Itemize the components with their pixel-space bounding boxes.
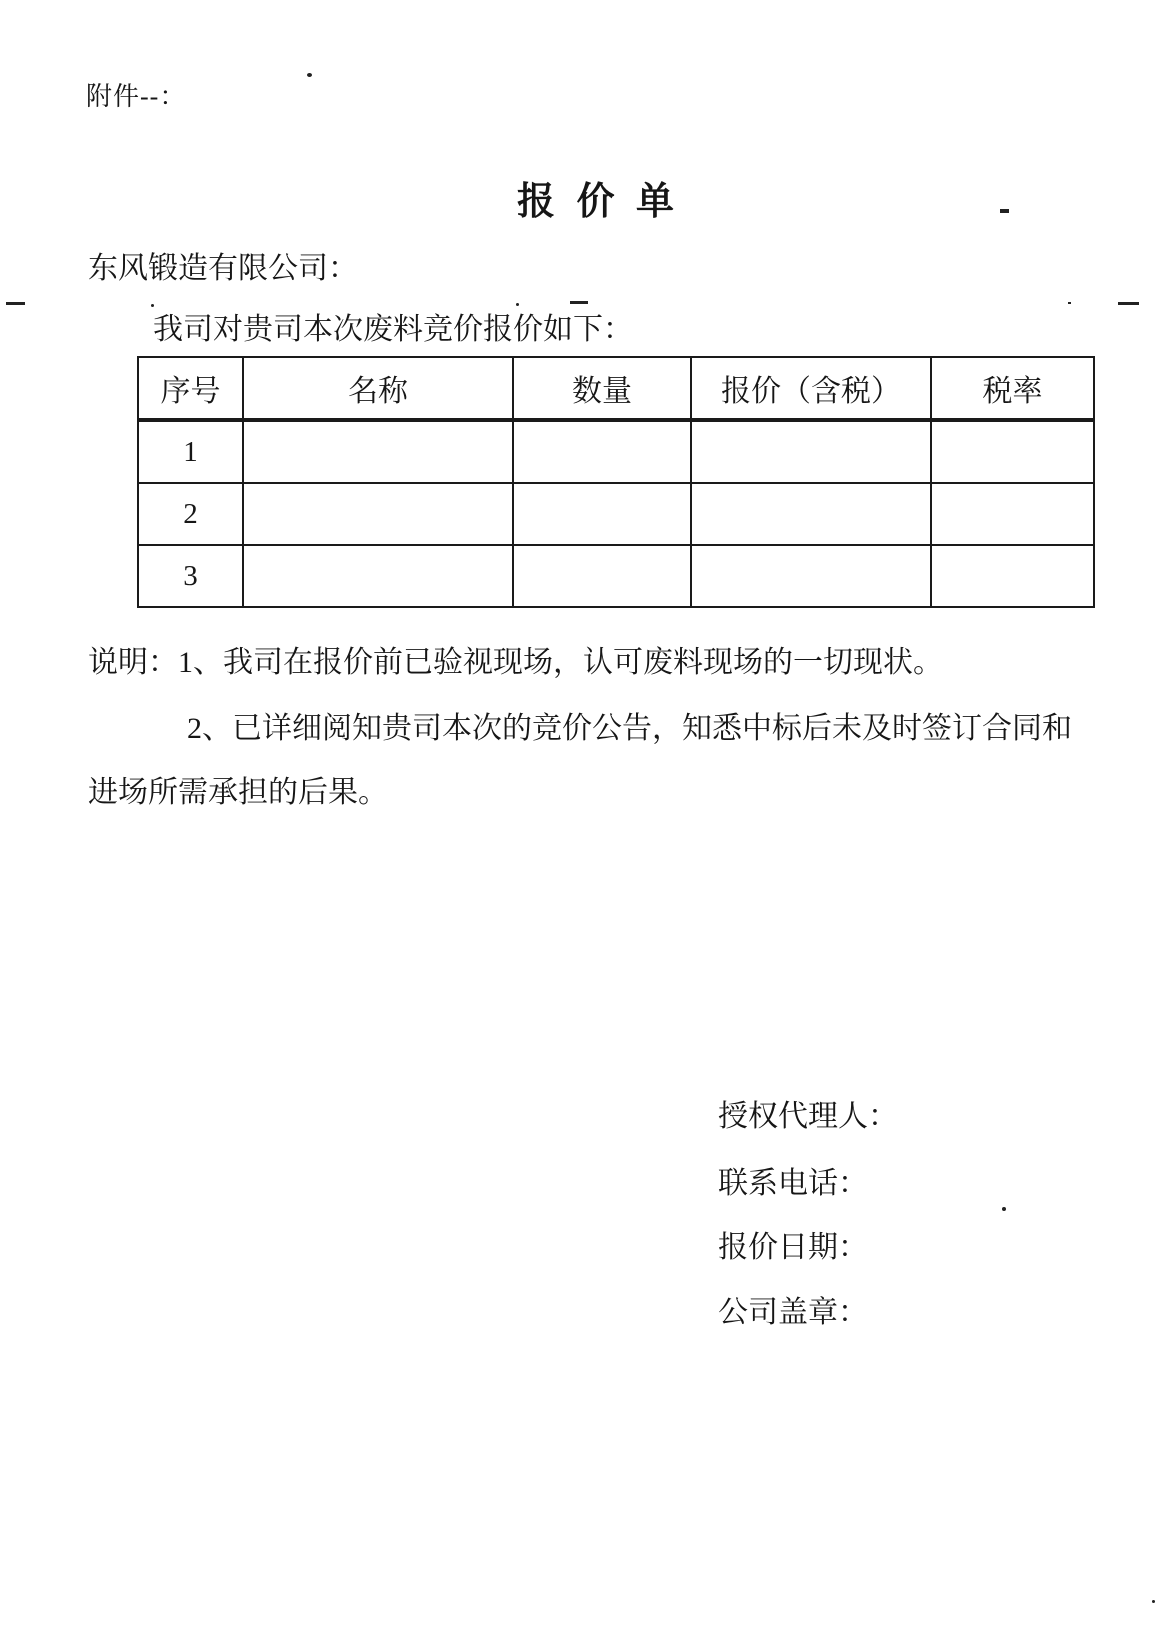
table-row (138, 483, 1094, 545)
intro-line: 我司对贵司本次废料竞价报价如下： (153, 313, 633, 346)
scan-artifact-dot (307, 73, 312, 77)
notes-line-2: 2、已详细阅知贵司本次的竞价公告，知悉中标后未及时签订合同和 (187, 712, 1072, 745)
tax-rate-cell (931, 483, 1094, 545)
table-header-row (138, 357, 1094, 420)
table-row (138, 545, 1094, 607)
tax-rate-cell (931, 545, 1094, 607)
notes-line-3: 进场所需承担的后果。 (88, 776, 388, 809)
col-header-serial-no: 序号 (138, 357, 243, 420)
col-header-price-with-tax: 报价（含税） (691, 357, 931, 420)
name-cell (243, 545, 513, 607)
quantity-cell (513, 483, 691, 545)
serial-no-cell: 3 (138, 545, 243, 607)
price-with-tax-cell (691, 483, 931, 545)
contact-phone-label: 联系电话： (718, 1167, 868, 1200)
notes-line-1: 说明：1、我司在报价前已验视现场，认可废料现场的一切现状。 (88, 646, 943, 679)
authorized-agent-label: 授权代理人： (718, 1100, 898, 1133)
scan-artifact-dot (1152, 1600, 1155, 1603)
quotation-date-label: 报价日期： (718, 1231, 868, 1264)
quantity-cell (513, 420, 691, 483)
scan-artifact-right-margin-dash (1118, 302, 1139, 305)
name-cell (243, 483, 513, 545)
scan-artifact-left-margin-dash (6, 302, 25, 305)
page-title: 报 价 单 (516, 181, 680, 223)
price-with-tax-cell (691, 545, 931, 607)
name-cell (243, 420, 513, 483)
col-header-tax-rate: 税率 (931, 357, 1094, 420)
scan-artifact-dot (1068, 302, 1071, 304)
table-row (138, 420, 1094, 483)
quotation-table (137, 356, 1095, 608)
attachment-label: 附件--： (86, 82, 187, 111)
company-seal-label: 公司盖章： (718, 1296, 868, 1329)
price-with-tax-cell (691, 420, 931, 483)
recipient-line: 东风锻造有限公司： (88, 252, 358, 285)
serial-no-cell: 1 (138, 420, 243, 483)
col-header-name: 名称 (243, 357, 513, 420)
tax-rate-cell (931, 420, 1094, 483)
scan-artifact-dot (1002, 1207, 1006, 1211)
col-header-quantity: 数量 (513, 357, 691, 420)
quantity-cell (513, 545, 691, 607)
serial-no-cell: 2 (138, 483, 243, 545)
